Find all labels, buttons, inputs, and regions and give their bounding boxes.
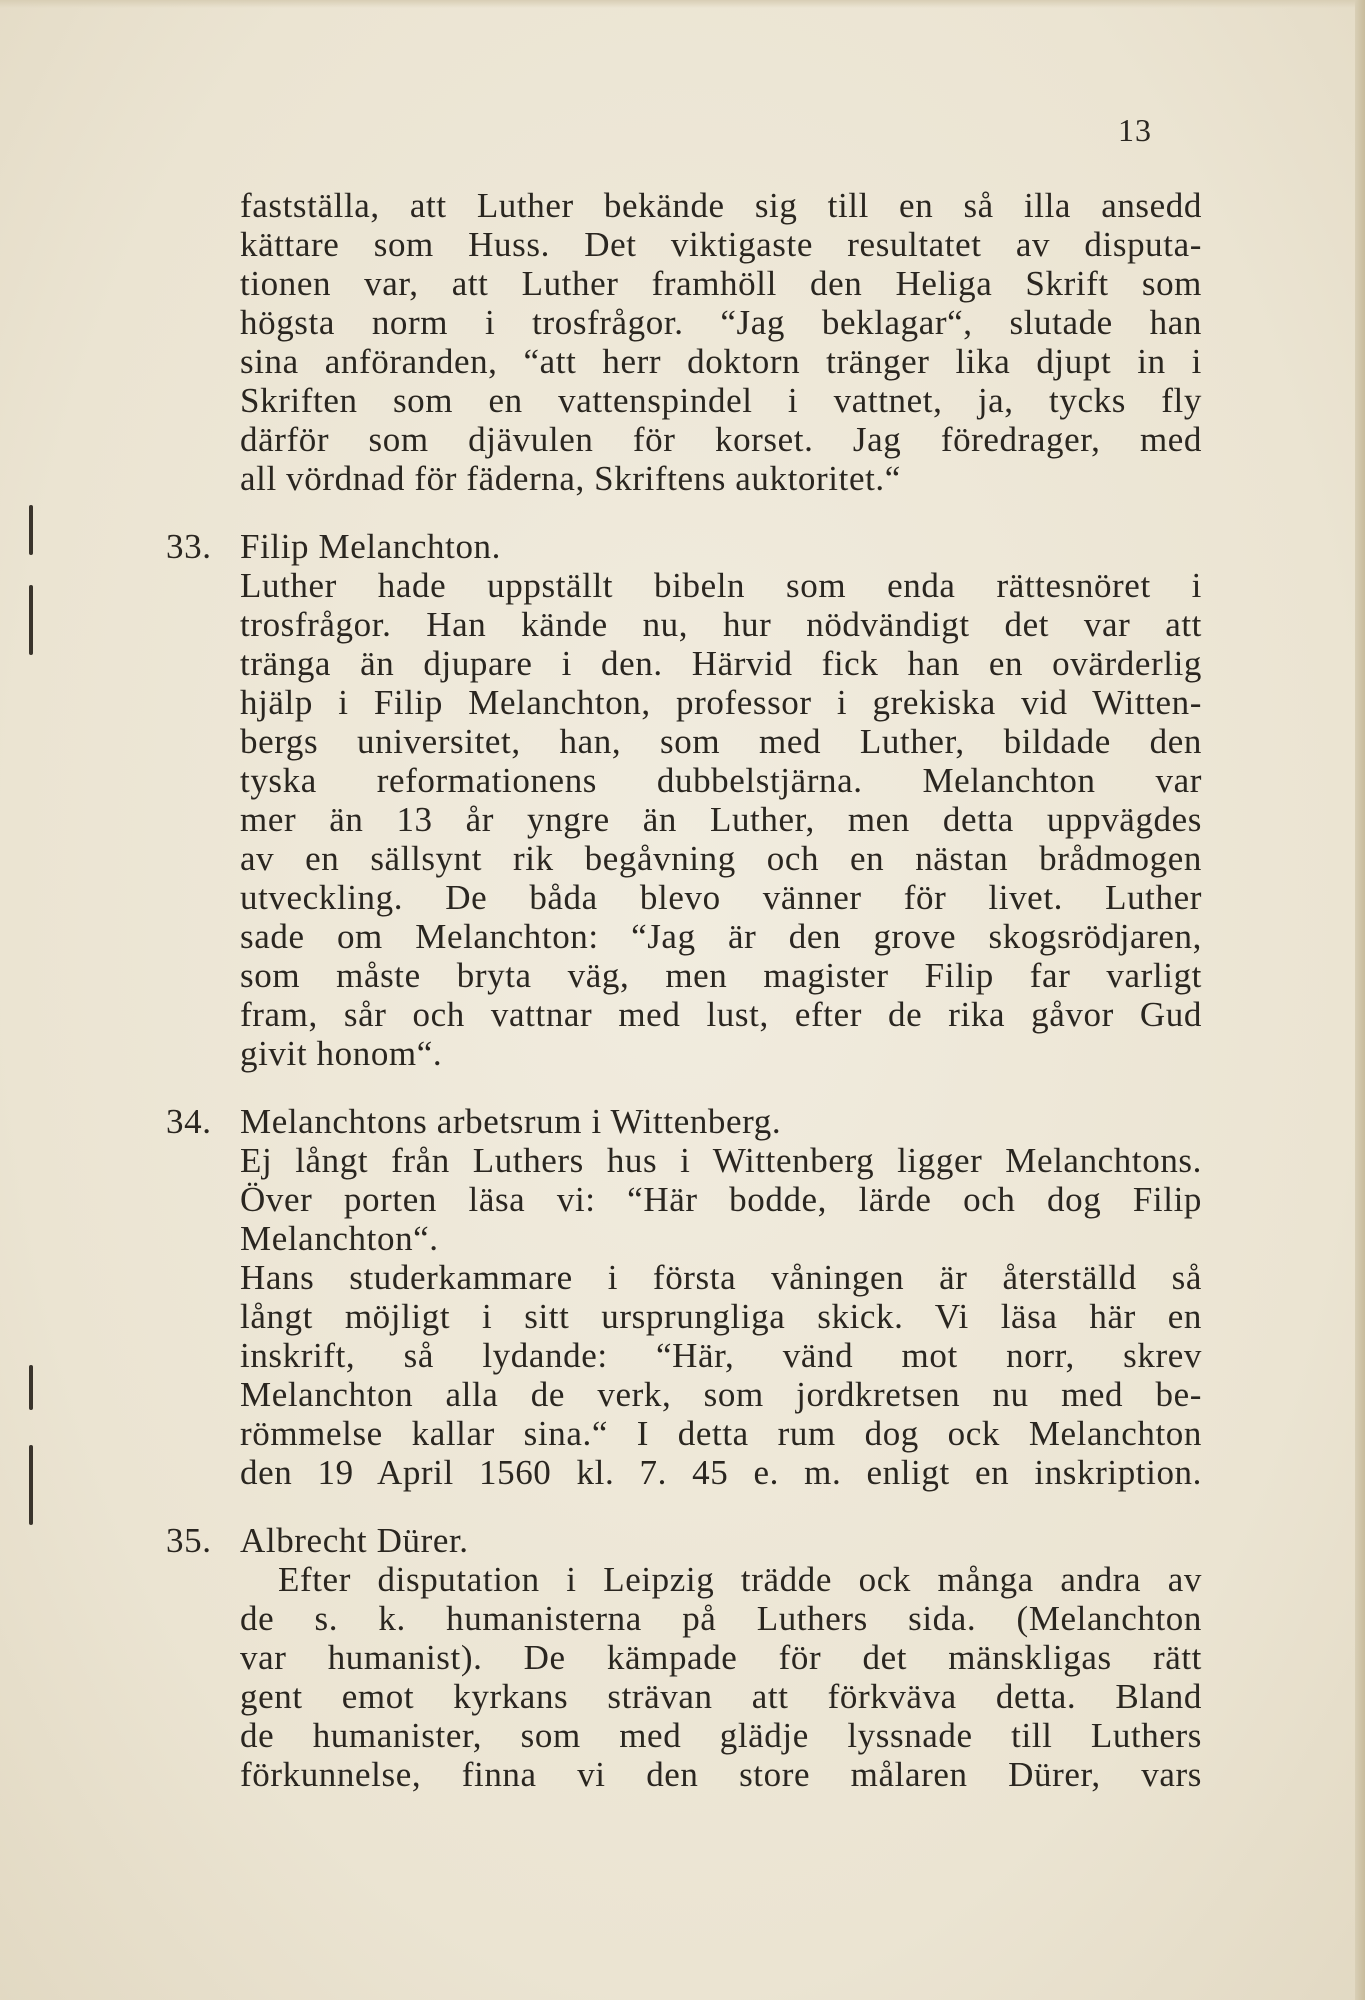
- section-title: Albrecht Dürer.: [240, 1521, 469, 1560]
- text-line: Melanchton“.: [240, 1219, 439, 1258]
- page-top-edge: [0, 0, 1365, 8]
- section-33: [166, 527, 1202, 1073]
- text-line: fram, sår och vattnar med lust, efter de rika gåvor Gud: [240, 995, 1202, 1034]
- margin-mark: [29, 1365, 33, 1410]
- text-line: trosfrågor. Han kände nu, hur nödvändigt det var att: [240, 605, 1202, 644]
- text-line: därför som djävulen för korset. Jag föredrager, med: [240, 420, 1202, 459]
- text-line: långt möjligt i sitt ursprungliga skick. Vi läsa här en: [240, 1297, 1202, 1336]
- text-line: Hans studerkammare i första våningen är återställd så: [240, 1258, 1202, 1297]
- text-line: Skriften som en vattenspindel i vattnet, ja, tycks fly: [240, 381, 1202, 420]
- text-line: bergs universitet, han, som med Luther, bildade den: [240, 722, 1202, 761]
- text-line: de s. k. humanisterna på Luthers sida. (Melanchton: [240, 1599, 1202, 1638]
- text-line: sade om Melanchton: “Jag är den grove skogsrödjaren,: [240, 917, 1202, 956]
- text-line: de humanister, som med glädje lyssnade till Luthers: [240, 1716, 1202, 1755]
- section-title: Filip Melanchton.: [240, 527, 502, 566]
- text-line: mer än 13 år yngre än Luther, men detta uppvägdes: [240, 800, 1202, 839]
- text-line: hjälp i Filip Melanchton, professor i grekiska vid Witten-: [240, 683, 1202, 722]
- page-right-edge: [1355, 0, 1365, 2000]
- margin-mark: [29, 505, 33, 555]
- text-line: römmelse kallar sina.“ I detta rum dog ock Melanchton: [240, 1414, 1202, 1453]
- text-line: inskrift, så lydande: “Här, vänd mot norr, skrev: [240, 1336, 1202, 1375]
- text-line: tionen var, att Luther framhöll den Heliga Skrift som: [240, 264, 1202, 303]
- text-line: all vördnad för fäderna, Skriftens auktoritet.“: [240, 459, 901, 498]
- text-line: den 19 April 1560 kl. 7. 45 e. m. enligt en inskription.: [240, 1453, 1202, 1492]
- page-number: 13: [1118, 112, 1152, 148]
- intro-paragraph: [240, 186, 1202, 498]
- text-line: som måste bryta väg, men magister Filip far varligt: [240, 956, 1202, 995]
- text-line: givit honom“.: [240, 1034, 443, 1073]
- section-34: [166, 1102, 1202, 1492]
- section-title: Melanchtons arbetsrum i Wittenberg.: [240, 1102, 782, 1141]
- body-text: [166, 186, 1202, 1794]
- text-line: Efter disputation i Leipzig trädde ock många andra av: [278, 1560, 1202, 1599]
- text-line: Luther hade uppställt bibeln som enda rättesnöret i: [240, 566, 1202, 605]
- text-line: tränga än djupare i den. Härvid fick han en ovärderlig: [240, 644, 1202, 683]
- section-number: 33.: [166, 527, 212, 566]
- text-line: fastställa, att Luther bekände sig till en så illa ansedd: [240, 186, 1202, 225]
- text-line: tyska reformationens dubbelstjärna. Melanchton var: [240, 761, 1202, 800]
- text-line: förkunnelse, finna vi den store målaren Dürer, vars: [240, 1755, 1202, 1794]
- text-line: gent emot kyrkans strävan att förkväva detta. Bland: [240, 1677, 1202, 1716]
- text-line: högsta norm i trosfrågor. “Jag beklagar“, slutade han: [240, 303, 1202, 342]
- text-line: av en sällsynt rik begåvning och en nästan brådmogen: [240, 839, 1202, 878]
- text-line: var humanist). De kämpade för det mänskligas rätt: [240, 1638, 1202, 1677]
- text-line: utveckling. De båda blevo vänner för livet. Luther: [240, 878, 1202, 917]
- section-35: [166, 1521, 1202, 1794]
- margin-mark: [29, 1445, 33, 1525]
- margin-mark: [29, 585, 33, 655]
- text-line: Ej långt från Luthers hus i Wittenberg ligger Melanchtons.: [240, 1141, 1202, 1180]
- section-number: 35.: [166, 1521, 212, 1560]
- text-line: Melanchton alla de verk, som jordkretsen nu med be-: [240, 1375, 1202, 1414]
- text-line: sina anföranden, “att herr doktorn tränger lika djupt in i: [240, 342, 1202, 381]
- section-number: 34.: [166, 1102, 212, 1141]
- text-line: kättare som Huss. Det viktigaste resultatet av disputa-: [240, 225, 1202, 264]
- text-line: Över porten läsa vi: “Här bodde, lärde och dog Filip: [240, 1180, 1202, 1219]
